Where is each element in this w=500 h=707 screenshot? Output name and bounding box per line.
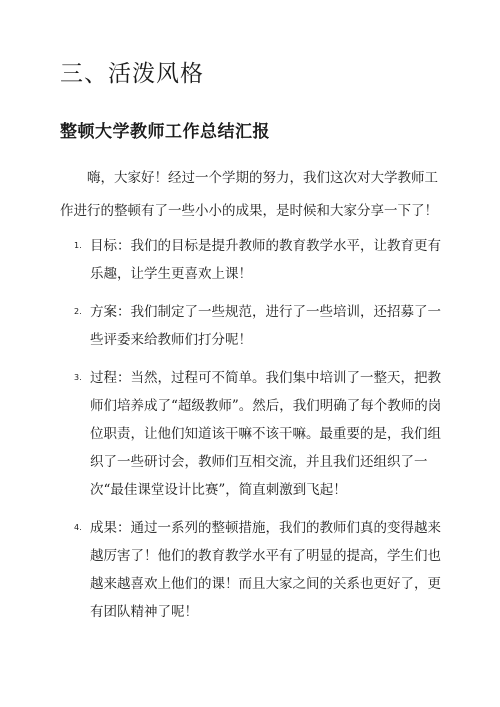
list-item-number: 2. [74, 307, 82, 316]
list-item [60, 298, 445, 354]
list-item-number: 4. [74, 523, 82, 532]
list-item-text: 目标：我们的目标是提升教师的教育教学水平，让教育更有乐趣，让学生更喜欢上课！ [90, 238, 441, 282]
list-item [60, 232, 445, 288]
intro-paragraph: 嗨，大家好！经过一个学期的努力，我们这次对大学教师工作进行的整顿有了一些小小的成果，是时候和大家分享一下了！ [60, 170, 438, 219]
list-item-text: 过程：当然，过程可不简单。我们集中培训了一整天，把教师们培养成了“超级教师”。然后，我们明确了每个教师的岗位职责，让他们知道该干嘛不该干嘛。最重要的是，我们组织了一些研讨会，教师们互相交流，并且我们还组织了一次“最佳课堂设计比赛”，简直刺激到飞起！ [90, 370, 442, 498]
list-item-text: 方案：我们制定了一些规范，进行了一些培训，还招募了一些评委来给教师们打分呢！ [90, 304, 441, 348]
section-heading: 三、活泼风格 [60, 61, 204, 87]
list-item-number: 3. [74, 373, 82, 382]
list-item-text: 成果：通过一系列的整顿措施，我们的教师们真的变得越来越厉害了！他们的教育教学水平有了明显的提高，学生们也越来越喜欢上他们的课！而且大家之间的关系也更好了，更有团队精神了呢！ [90, 520, 441, 620]
list-item [60, 364, 445, 504]
list-item-number: 1. [74, 241, 82, 250]
list-item [60, 514, 445, 626]
summary-list [60, 232, 445, 636]
document-title: 整顿大学教师工作总结汇报 [60, 122, 270, 142]
